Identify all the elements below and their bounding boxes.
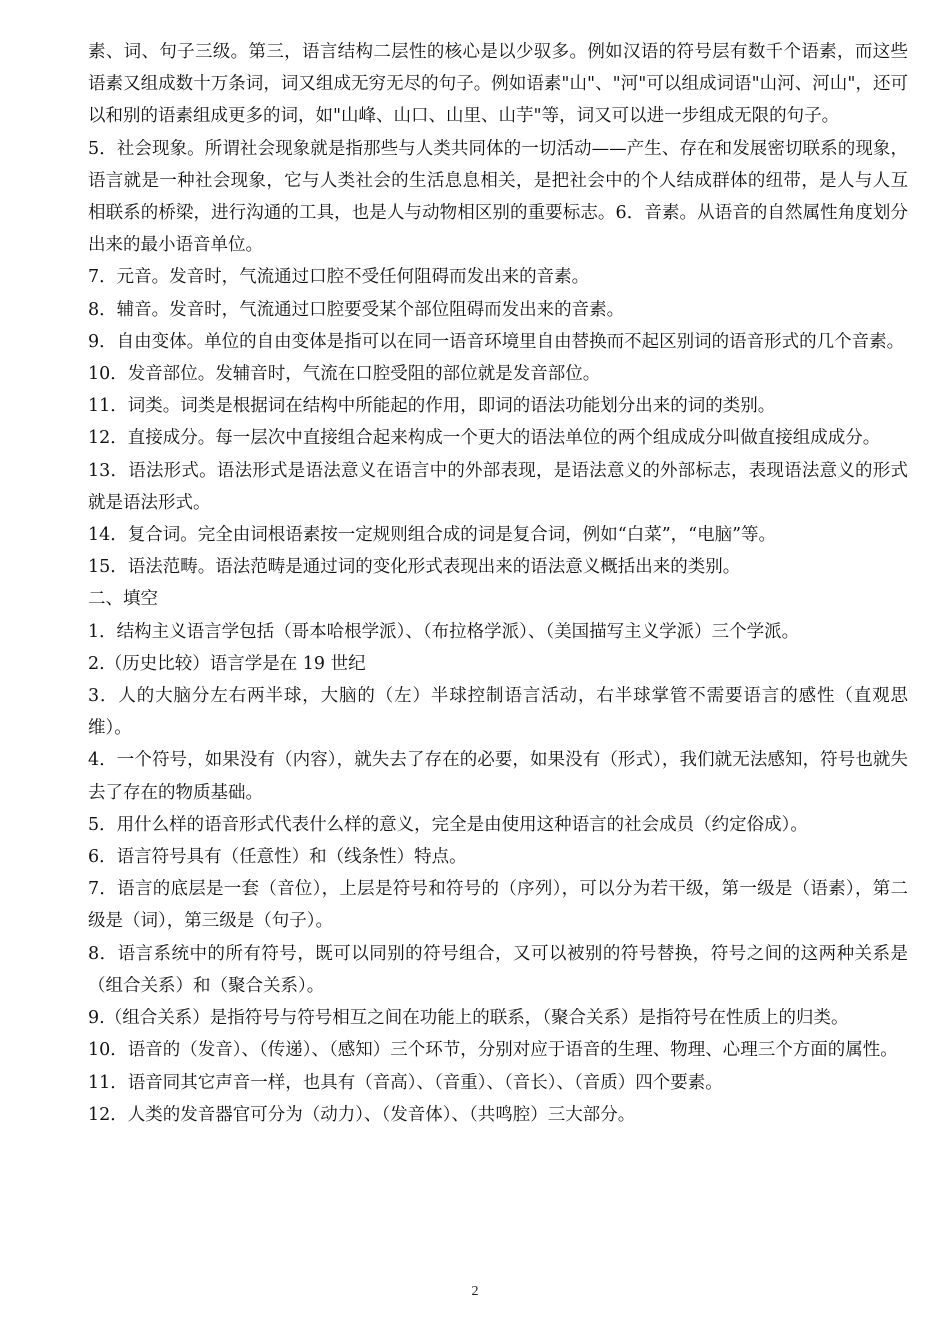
paragraph-term-10: 10．发音部位。发辅音时，气流在口腔受阻的部位就是发音部位。 — [88, 364, 601, 385]
paragraph-fill-4: 4．一个符号，如果没有（内容），就失去了存在的必要，如果没有（形式），我们就无法感知，符号也就失去了存在的物质基础。 — [88, 750, 908, 803]
paragraph-term-8: 8．辅音。发音时，气流通过口腔要受某个部位阻碍而发出来的音素。 — [88, 299, 625, 320]
section-heading-fill-in: 二、填空 — [88, 589, 158, 610]
paragraph-term-14: 14．复合词。完全由词根语素按一定规则组合成的词是复合词，例如“白菜”，“电脑”等。 — [88, 525, 777, 546]
paragraph-fill-5: 5．用什么样的语音形式代表什么样的意义，完全是由使用这种语言的社会成员（约定俗成）。 — [88, 814, 808, 835]
document-body — [88, 36, 908, 1131]
paragraph-fill-9: 9.（组合关系）是指符号与符号相互之间在功能上的联系，（聚合关系）是指符号在性质上的归类。 — [88, 1008, 849, 1029]
paragraph-term-7: 7．元音。发音时，气流通过口腔不受任何阻碍而发出来的音素。 — [88, 267, 590, 288]
paragraph-fill-10: 10．语音的（发音）、（传递）、（感知）三个环节，分别对应于语音的生理、物理、心理三个方面的属性。 — [88, 1040, 898, 1061]
paragraph-continuation: 素、词、句子三级。第三，语言结构二层性的核心是以少驭多。例如汉语的符号层有数千个语素，而这些语素又组成数十万条词，词又组成无穷无尽的句子。例如语素"山"、"河"可以组成词语"山河、河山"，还可以和别的语素组成更多的词，如"山峰、山口、山里、山芋"等，词又可以进一步组成无限的句子。 — [88, 42, 908, 127]
paragraph-fill-2: 2.（历史比较）语言学是在 19 世纪 — [88, 653, 366, 674]
paragraph-term-11: 11．词类。词类是根据词在结构中所能起的作用，即词的语法功能划分出来的词的类别。 — [88, 396, 776, 417]
paragraph-fill-3: 3．人的大脑分左右两半球，大脑的（左）半球控制语言活动，右半球掌管不需要语言的感性（直观思维）。 — [88, 686, 908, 739]
paragraph-fill-7: 7．语言的底层是一套（音位），上层是符号和符号的（序列），可以分为若干级，第一级是（语素），第二级是（词），第三级是（句子）。 — [88, 879, 908, 932]
paragraph-term-5: 5．社会现象。所谓社会现象就是指那些与人类共同体的一切活动——产生、存在和发展密切联系的现象，语言就是一种社会现象，它与人类社会的生活息息相关，是把社会中的个人结成群体的纽带，是人与人互相联系的桥梁，进行沟通的工具，也是人与动物相区别的重要标志。6．音素。从语音的自然属性角度划分出来的最小语音单位。 — [88, 138, 908, 256]
paragraph-fill-8: 8．语言系统中的所有符号，既可以同别的符号组合，又可以被别的符号替换，符号之间的这两种关系是（组合关系）和（聚合关系）。 — [88, 943, 908, 996]
paragraph-term-13: 13．语法形式。语法形式是语法意义在语言中的外部表现，是语法意义的外部标志，表现语法意义的形式就是语法形式。 — [88, 460, 908, 513]
paragraph-fill-12: 12．人类的发音器官可分为（动力）、（发音体）、（共鸣腔）三大部分。 — [88, 1104, 636, 1125]
paragraph-term-9: 9．自由变体。单位的自由变体是指可以在同一语音环境里自由替换而不起区别词的语音形式的几个音素。 — [88, 331, 905, 352]
paragraph-term-12: 12．直接成分。每一层次中直接组合起来构成一个更大的语法单位的两个组成成分叫做直接组成成分。 — [88, 428, 881, 449]
page-number: 2 — [471, 1284, 479, 1299]
paragraph-term-15: 15．语法范畴。语法范畴是通过词的变化形式表现出来的语法意义概括出来的类别。 — [88, 557, 741, 578]
paragraph-fill-6: 6．语言符号具有（任意性）和（线条性）特点。 — [88, 847, 467, 868]
paragraph-fill-1: 1．结构主义语言学包括（哥本哈根学派）、（布拉格学派）、（美国描写主义学派）三个学派。 — [88, 621, 800, 642]
paragraph-fill-11: 11．语音同其它声音一样，也具有（音高）、（音重）、（音长）、（音质）四个要素。 — [88, 1072, 723, 1093]
